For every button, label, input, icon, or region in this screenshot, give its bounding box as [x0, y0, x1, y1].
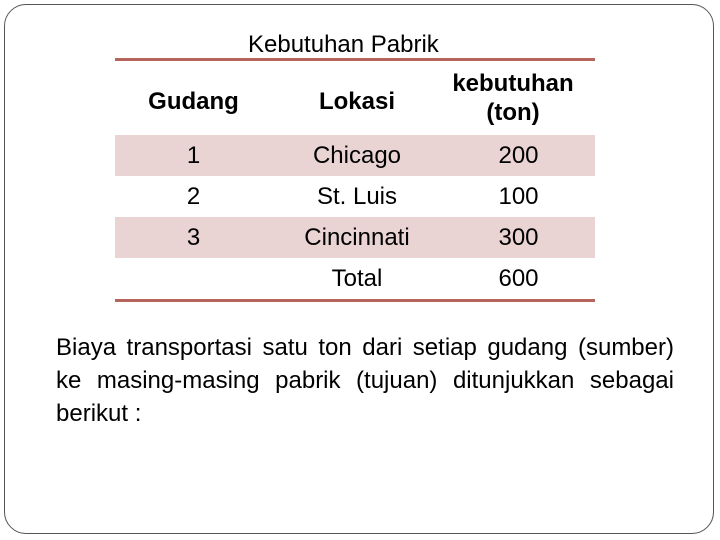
- demand-table: [115, 58, 595, 302]
- table-header-row: [115, 61, 595, 135]
- header-lokasi: Lokasi: [318, 88, 396, 115]
- cell-gudang: 3: [186, 223, 201, 251]
- cell-gudang: 1: [186, 141, 201, 169]
- table-row: [115, 176, 595, 217]
- table-row: [115, 217, 595, 258]
- total-label: Total: [331, 264, 383, 292]
- header-kebutuhan-line2: (ton): [486, 99, 540, 126]
- total-value: 600: [498, 264, 539, 292]
- header-gudang: Gudang: [148, 88, 239, 115]
- cell-lokasi: Chicago: [312, 141, 402, 169]
- cell-gudang: 2: [186, 182, 201, 210]
- header-kebutuhan-line1: kebutuhan: [452, 70, 574, 97]
- body-paragraph: Biaya transportasi satu ton dari setiap gudang (sumber) ke masing-masing pabrik (tujuan) ditunjukkan sebagai berikut :: [56, 334, 674, 427]
- cell-kebutuhan: 100: [498, 182, 539, 210]
- cell-lokasi: Cincinnati: [304, 223, 410, 251]
- table-title: Kebutuhan Pabrik: [248, 31, 439, 58]
- table-row: [115, 135, 595, 176]
- cell-kebutuhan: 300: [498, 223, 539, 251]
- cell-lokasi: St. Luis: [316, 182, 398, 210]
- table-bottom-rule: [115, 299, 595, 302]
- table-total-row: [115, 258, 595, 299]
- header-kebutuhan: [427, 69, 599, 127]
- cell-kebutuhan: 200: [498, 141, 539, 169]
